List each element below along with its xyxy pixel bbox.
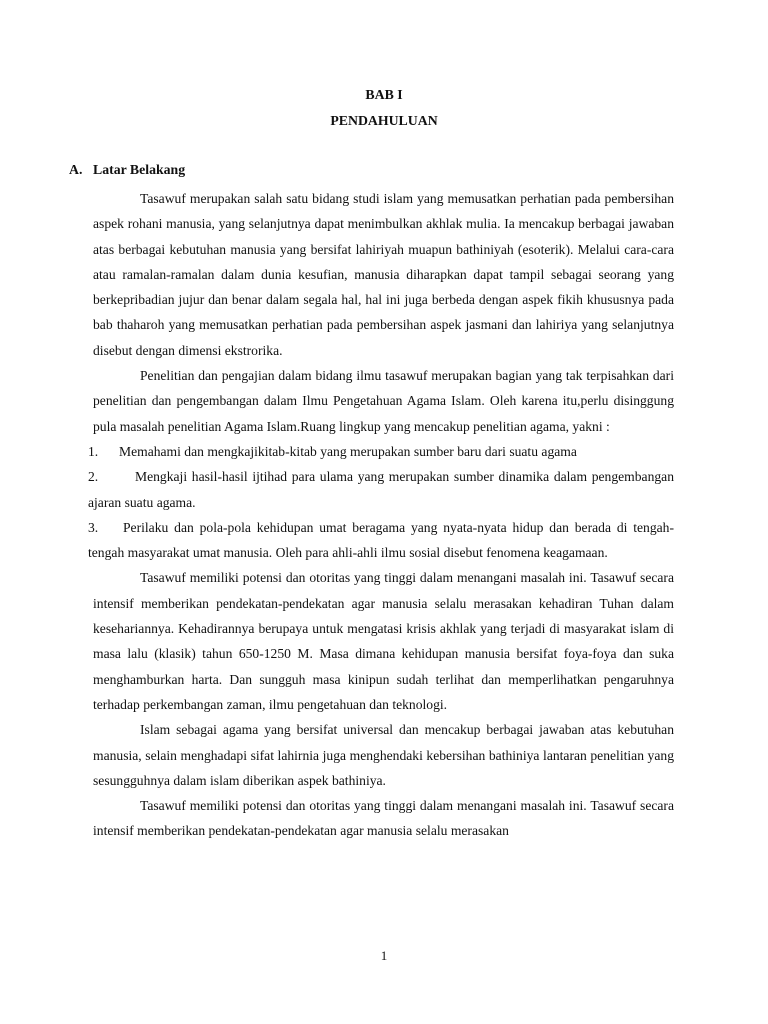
list-item-3 xyxy=(88,515,674,566)
page-number: 1 xyxy=(380,948,388,963)
list-item-text: Mengkaji hasil-hasil ijtihad para ulama yang merupakan sumber dinamika dalam pengembangan ajaran suatu agama. xyxy=(88,469,674,510)
body-text xyxy=(88,186,674,844)
paragraph-4: Islam sebagai agama yang bersifat universal dan mencakup berbagai jawaban atas kebutuhan manusia, selain menghadapi sifat lahirnia juga menghendaki kebersihan bathiniya lantaran penelitian yang sesungguhnya dalam islam diberikan aspek bathiniya. xyxy=(93,722,674,788)
chapter-title: PENDAHULUAN xyxy=(330,113,438,128)
section-letter: A. xyxy=(69,162,83,177)
paragraph-2: Penelitian dan pengajian dalam bidang ilmu tasawuf merupakan bagian yang tak terpisahkan dari penelitian dan pengembangan dalam Ilmu Pengetahuan Agama Islam. Oleh karena itu,perlu disinggung pula masalah penelitian Agama Islam.Ruang lingkup yang mencakup penelitian agama, yakni : xyxy=(93,368,674,434)
list-item-2 xyxy=(88,464,674,515)
section-title: Latar Belakang xyxy=(93,162,186,177)
list-item-number: 3. xyxy=(88,519,99,535)
section-heading xyxy=(69,162,185,178)
list-item-number: 2. xyxy=(88,469,99,485)
list-item-text: Perilaku dan pola-pola kehidupan umat beragama yang nyata-nyata hidup dan berada di tengah-tengah masyarakat umat manusia. Oleh para ahli-ahli ilmu sosial disebut fenomena keagamaan. xyxy=(88,519,674,561)
list-item-1 xyxy=(88,439,674,464)
list-item-text: Memahami dan mengkajikitab-kitab yang merupakan sumber baru dari suatu agama xyxy=(119,443,577,459)
chapter-number: BAB I xyxy=(365,87,403,102)
paragraph-5: Tasawuf memiliki potensi dan otoritas yang tinggi dalam menangani masalah ini. Tasawuf secara intensif memberikan pendekatan-pendekatan agar manusia selalu merasakan xyxy=(93,798,674,839)
paragraph-1: Tasawuf merupakan salah satu bidang studi islam yang memusatkan perhatian pada pembersihan aspek rohani manusia, yang selanjutnya dapat menimbulkan akhlak mulia. Ia mencakup berbagai jawaban atas berbagai kebutuhan manusia yang bersifat lahiriyah muapun bathiniyah (esoterik). Melalui cara-cara atau ramalan-ramalan dalam dunia kesufian, manusia diharapkan dapat tampil sebagai seorang yang berkepribadian jujur dan benar dalam segala hal, hal ini juga berbeda dengan aspek fikih khususnya pada bab thaharoh yang memusatkan perhatian pada pembersihan aspek jasmani dan lahiriya yang selanjutnya disebut dengan dimensi ekstrorika. xyxy=(93,191,674,358)
list-item-number: 1. xyxy=(88,443,99,459)
paragraph-3: Tasawuf memiliki potensi dan otoritas yang tinggi dalam menangani masalah ini. Tasawuf secara intensif memberikan pendekatan-pendekatan agar manusia selalu merasakan kehadiran Tuhan dalam kesehariannya. Kehadirannya berupaya untuk mengatasi krisis akhlak yang terjadi di masyarakat islam di masa lalu (klasik) tahun 650-1250 M. Masa dimana kehidupan manusia bersifat foya-foya dan suka menghamburkan harta. Dan sungguh masa kinipun sudah terlihat dan memperlihatkan pengaruhnya terhadap perkembangan zaman, ilmu pengetahuan dan teknologi. xyxy=(93,570,674,712)
